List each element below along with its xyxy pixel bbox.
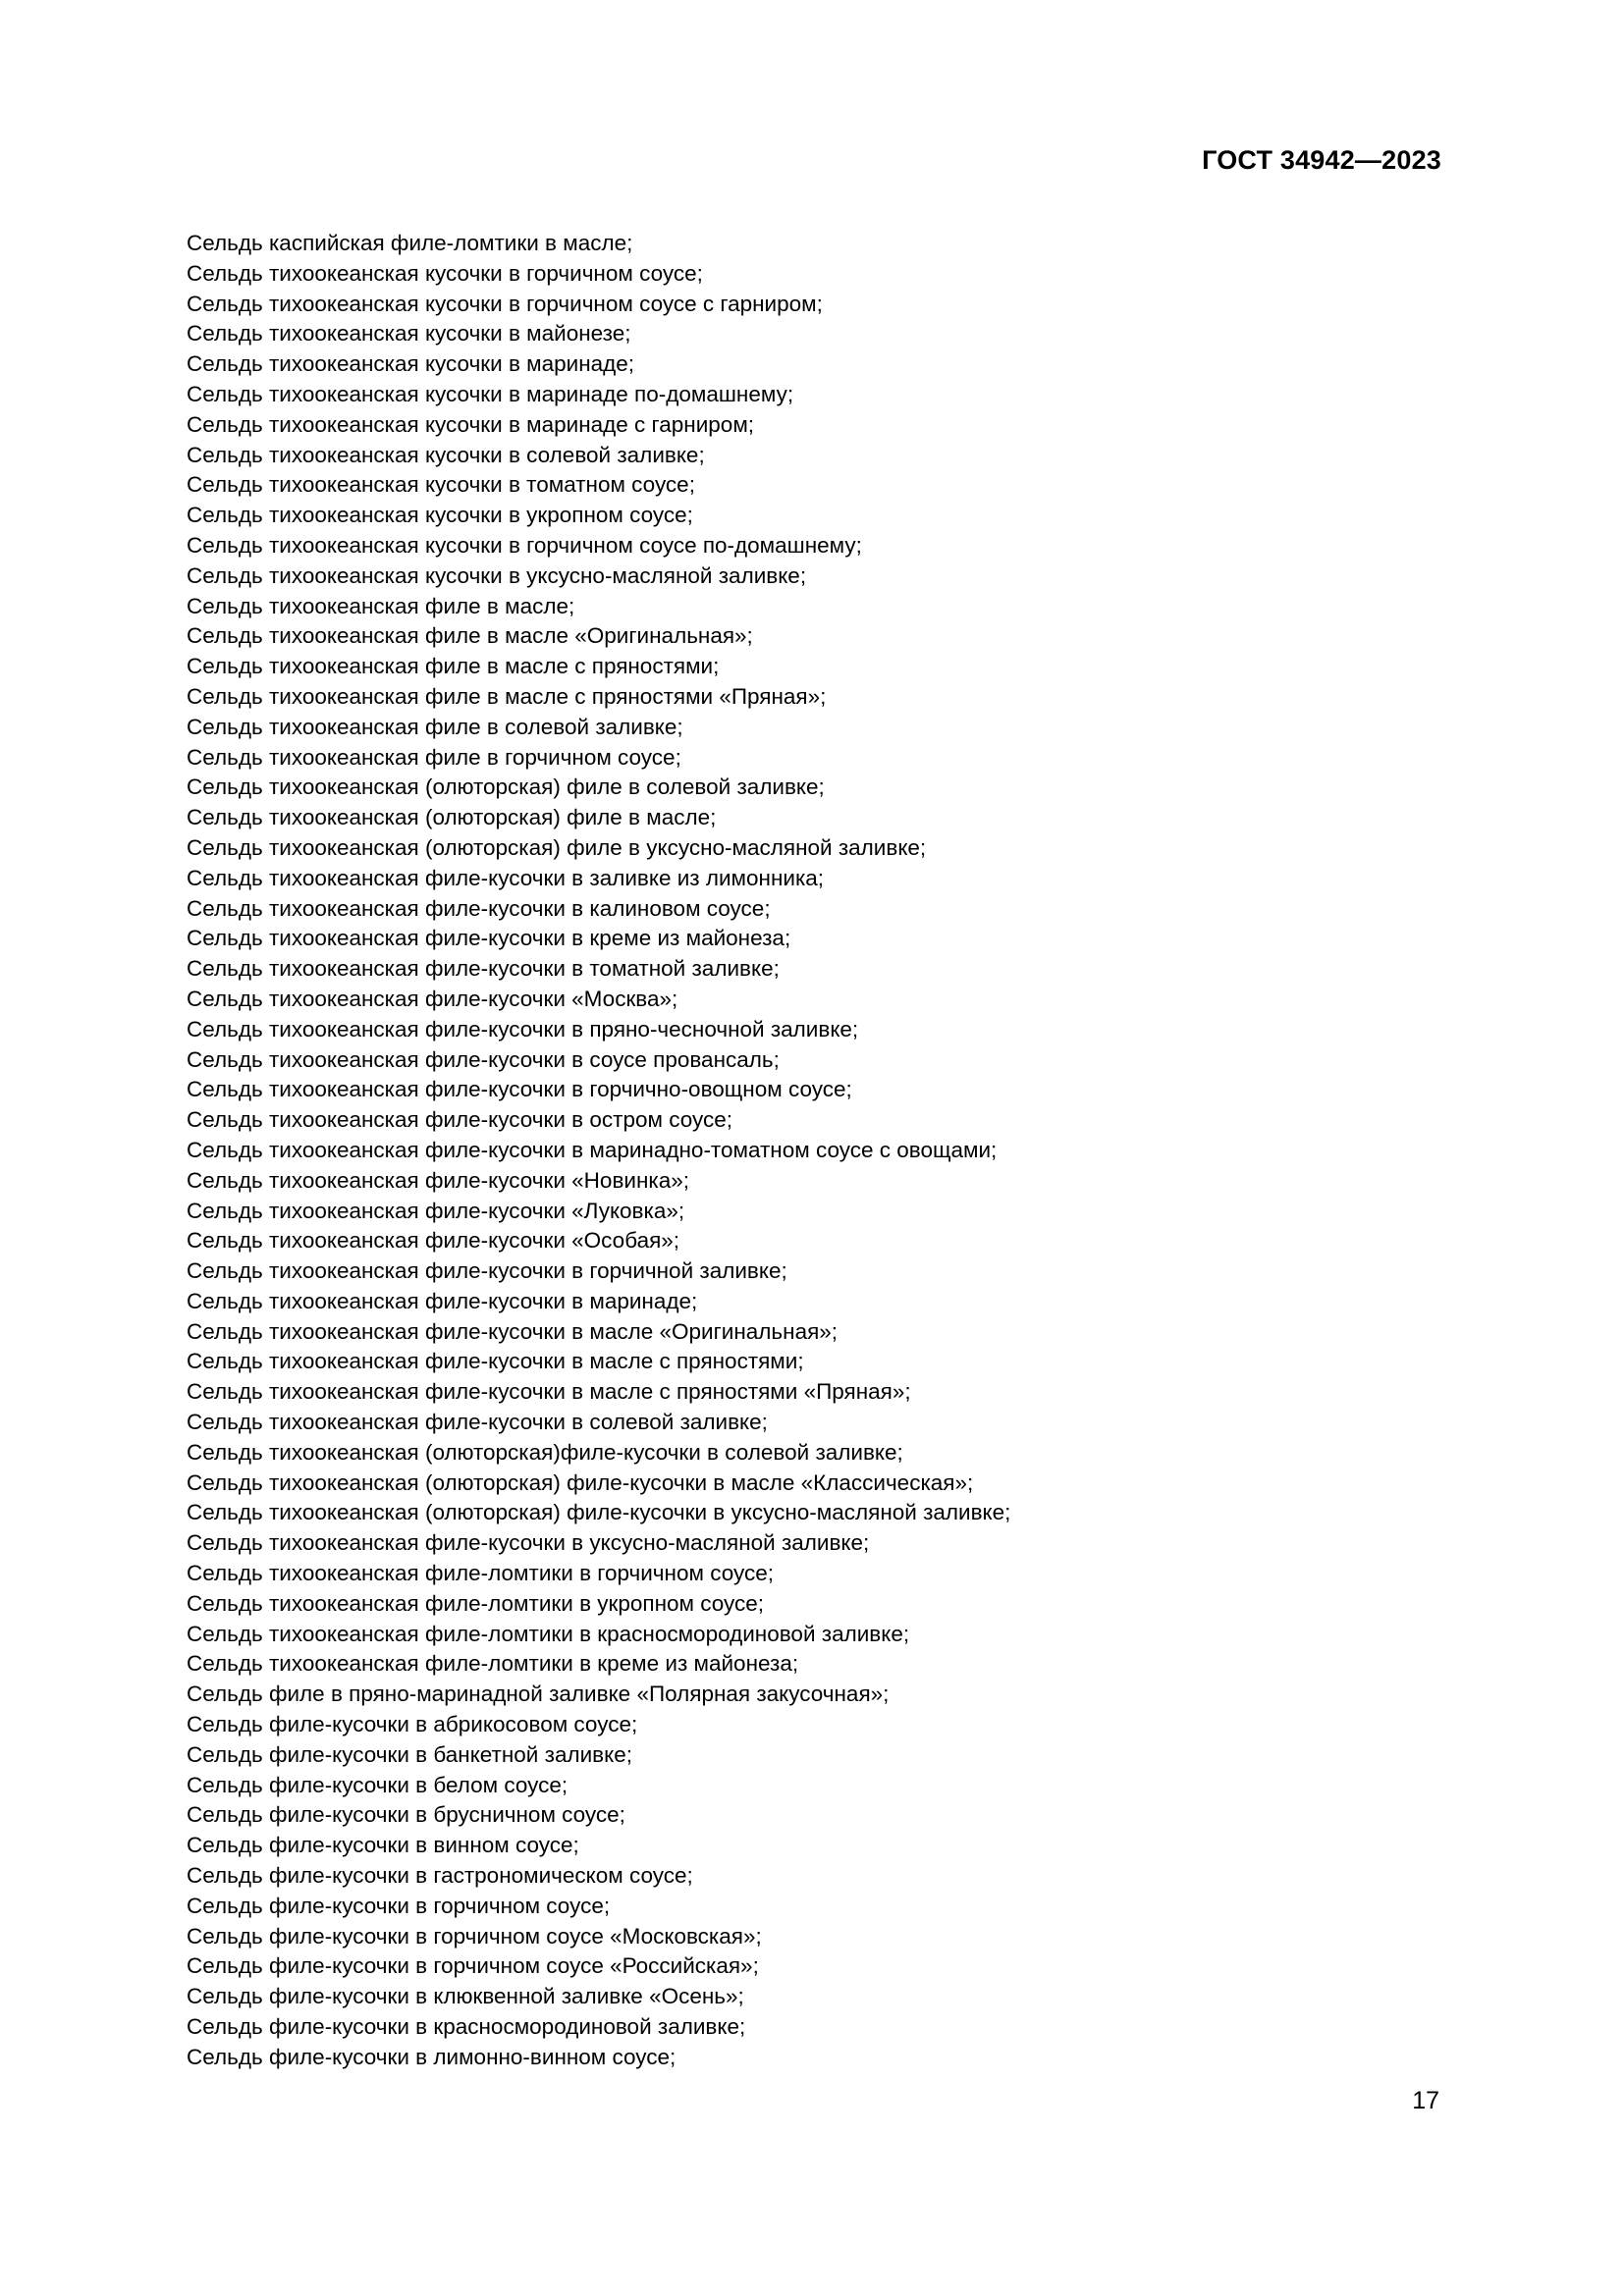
list-item: Сельдь тихоокеанская филе-кусочки «Луковка»; <box>187 1198 685 1223</box>
list-item: Сельдь тихоокеанская кусочки в маринаде по-домашнему; <box>187 381 794 406</box>
list-item: Сельдь тихоокеанская филе-кусочки в горчично-овощном соусе; <box>187 1077 852 1102</box>
list-item: Сельдь тихоокеанская филе-кусочки в соусе провансаль; <box>187 1046 780 1072</box>
list-item: Сельдь тихоокеанская филе-кусочки в масле «Оригинальная»; <box>187 1318 839 1344</box>
list-item: Сельдь тихоокеанская филе-кусочки в остром соусе; <box>187 1107 732 1133</box>
list-item: Сельдь тихоокеанская (олюторская) филе в масле; <box>187 805 717 830</box>
list-item: Сельдь тихоокеанская (олюторская) филе-кусочки в масле «Классическая»; <box>187 1469 974 1495</box>
list-item: Сельдь филе-кусочки в клюквенной заливке «Осень»; <box>187 1984 744 2009</box>
list-item: Сельдь тихоокеанская (олюторская) филе в уксусно-масляной заливке; <box>187 834 927 860</box>
list-item: Сельдь тихоокеанская кусочки в горчичном соусе с гарниром; <box>187 291 823 316</box>
list-item: Сельдь тихоокеанская филе-кусочки в маринадно-томатном соусе с овощами; <box>187 1137 998 1162</box>
list-item: Сельдь тихоокеанская (олюторская)филе-кусочки в солевой заливке; <box>187 1439 903 1465</box>
standard-designation: ГОСТ 34942—2023 <box>1202 145 1441 175</box>
list-item: Сельдь тихоокеанская филе в горчичном соусе; <box>187 744 681 770</box>
list-item: Сельдь тихоокеанская кусочки в солевой заливке; <box>187 442 705 467</box>
list-item: Сельдь тихоокеанская филе-ломтики в красносмородиновой заливке; <box>187 1621 910 1646</box>
list-item: Сельдь филе-кусочки в гастрономическом соусе; <box>187 1863 693 1889</box>
list-item: Сельдь тихоокеанская филе-ломтики в горчичном соусе; <box>187 1561 774 1586</box>
list-item: Сельдь тихоокеанская филе-ломтики в креме из майонеза; <box>187 1651 799 1677</box>
list-item: Сельдь тихоокеанская филе в солевой заливке; <box>187 714 683 739</box>
list-item: Сельдь тихоокеанская кусочки в укропном соусе; <box>187 503 693 528</box>
list-item: Сельдь филе-кусочки в брусничном соусе; <box>187 1802 625 1828</box>
list-item: Сельдь тихоокеанская филе-кусочки в заливке из лимонника; <box>187 865 825 890</box>
list-item: Сельдь тихоокеанская кусочки в маринаде с гарниром; <box>187 411 755 437</box>
list-item: Сельдь тихоокеанская филе-кусочки в солевой заливке; <box>187 1410 768 1435</box>
list-item: Сельдь филе-кусочки в абрикосовом соусе; <box>187 1712 638 1737</box>
list-item: Сельдь тихоокеанская филе-кусочки «Москва»; <box>187 986 678 1011</box>
list-item: Сельдь тихоокеанская филе-кусочки в креме из майонеза; <box>187 926 791 951</box>
list-item: Сельдь филе-кусочки в красносмородиновой заливке; <box>187 2014 746 2040</box>
list-item: Сельдь тихоокеанская кусочки в уксусно-масляной заливке; <box>187 562 807 588</box>
list-item: Сельдь филе-кусочки в горчичном соусе; <box>187 1893 611 1918</box>
list-item: Сельдь тихоокеанская филе-кусочки в масле с пряностями; <box>187 1349 804 1374</box>
list-item: Сельдь тихоокеанская филе-кусочки в калиновом соусе; <box>187 895 771 921</box>
list-item: Сельдь тихоокеанская кусочки в маринаде; <box>187 351 635 377</box>
list-item: Сельдь тихоокеанская филе-кусочки в горчичной заливке; <box>187 1258 787 1284</box>
list-item: Сельдь филе-кусочки в белом соусе; <box>187 1772 568 1797</box>
list-item: Сельдь филе-кусочки в винном соусе; <box>187 1833 579 1858</box>
list-item: Сельдь тихоокеанская кусочки в томатном соусе; <box>187 472 695 498</box>
list-item: Сельдь тихоокеанская филе-кусочки «Особая»; <box>187 1228 680 1254</box>
list-item: Сельдь тихоокеанская кусочки в горчичном соусе по-домашнему; <box>187 532 862 558</box>
list-item: Сельдь филе-кусочки в горчичном соусе «Московская»; <box>187 1923 762 1949</box>
list-item: Сельдь тихоокеанская филе-кусочки в уксусно-масляной заливке; <box>187 1530 870 1556</box>
list-item: Сельдь каспийская филе-ломтики в масле; <box>187 231 633 255</box>
list-item: Сельдь тихоокеанская (олюторская) филе в солевой заливке; <box>187 774 825 800</box>
list-item: Сельдь тихоокеанская филе в масле «Оригинальная»; <box>187 623 753 649</box>
list-item: Сельдь тихоокеанская филе-кусочки в маринаде; <box>187 1288 698 1313</box>
list-item: Сельдь филе в пряно-маринадной заливке «Полярная закусочная»; <box>187 1682 890 1707</box>
list-item: Сельдь тихоокеанская филе в масле с пряностями; <box>187 654 720 679</box>
page-number: 17 <box>1412 2087 1439 2114</box>
list-item: Сельдь филе-кусочки в лимонно-винном соусе; <box>187 2044 677 2069</box>
list-item: Сельдь тихоокеанская филе в масле; <box>187 593 575 618</box>
list-item: Сельдь тихоокеанская филе-кусочки в пряно-чесночной заливке; <box>187 1016 859 1041</box>
list-item: Сельдь тихоокеанская кусочки в горчичном соусе; <box>187 260 703 286</box>
list-item: Сельдь филе-кусочки в банкетной заливке; <box>187 1741 632 1767</box>
list-item: Сельдь тихоокеанская (олюторская) филе-кусочки в уксусно-масляной заливке; <box>187 1500 1011 1525</box>
list-item: Сельдь тихоокеанская кусочки в майонезе; <box>187 321 631 347</box>
list-item: Сельдь тихоокеанская филе-кусочки в томатной заливке; <box>187 956 780 982</box>
product-list <box>187 229 1010 2073</box>
list-item: Сельдь тихоокеанская филе-кусочки «Новинка»; <box>187 1167 690 1193</box>
list-item: Сельдь филе-кусочки в горчичном соусе «Российская»; <box>187 1953 759 1979</box>
list-item: Сельдь тихоокеанская филе-ломтики в укропном соусе; <box>187 1590 765 1616</box>
list-item: Сельдь тихоокеанская филе-кусочки в масле с пряностями «Пряная»; <box>187 1379 911 1405</box>
list-item: Сельдь тихоокеанская филе в масле с пряностями «Пряная»; <box>187 683 827 709</box>
